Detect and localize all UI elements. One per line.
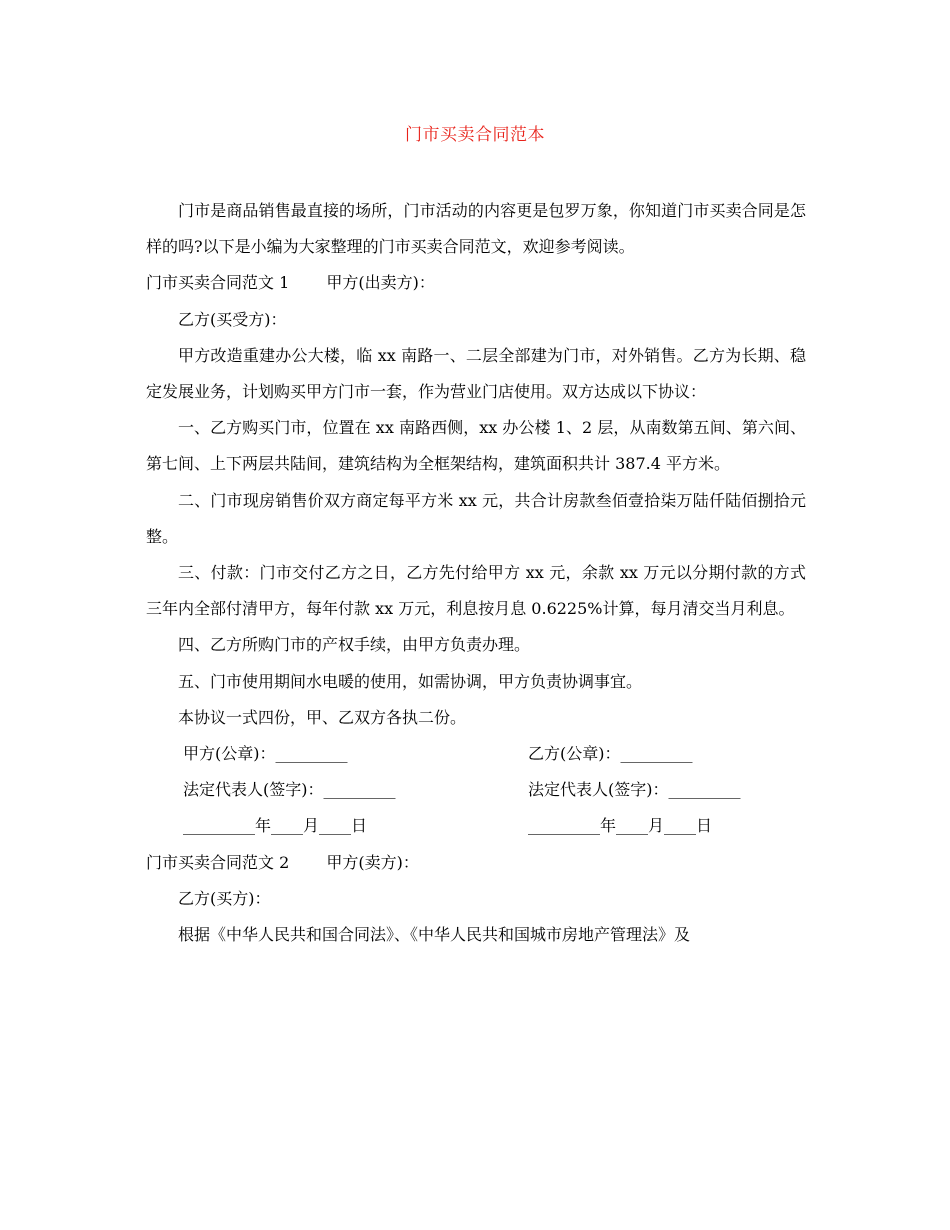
sample1-clause-4: 四、乙方所购门市的产权手续，由甲方负责办理。	[178, 635, 531, 655]
sample1-clause-1: 一、乙方购买门市，位置在 xx 南路西侧，xx 办公楼 1、2 层，从南数第五间、第六间、第七间、上下两层共陆间，建筑结构为全框架结构，建筑面积共计 387.4 平方米。	[146, 418, 806, 474]
document-body	[146, 193, 806, 953]
party-a-date-line: _________年____月____日	[183, 816, 368, 836]
party-a-seal-line: 甲方(公章)：_________	[183, 744, 348, 764]
sample1-clause-5: 五、门市使用期间水电暖的使用，如需协调，甲方负责协调事宜。	[178, 671, 643, 691]
sample2-party-b: 乙方(买方)：	[178, 888, 271, 908]
party-b-date-line: _________年____月____日	[528, 816, 713, 836]
sample2-heading: 门市买卖合同范文 2 甲方(卖方)：	[146, 852, 419, 872]
signature-row-seal	[146, 736, 806, 772]
party-b-rep-line: 法定代表人(签字)：_________	[528, 780, 741, 800]
sample1-copies-clause: 本协议一式四份，甲、乙双方各执二份。	[178, 707, 467, 727]
party-a-rep-line: 法定代表人(签字)：_________	[183, 780, 396, 800]
signature-row-rep	[146, 772, 806, 808]
sample1-clause-3: 三、付款：门市交付乙方之日，乙方先付给甲方 xx 元，余款 xx 万元以分期付款的方式三年内全部付清甲方，每年付款 xx 万元，利息按月息 0.6225%计算，每月清交当月利息。	[146, 563, 806, 619]
intro-paragraph: 门市是商品销售最直接的场所，门市活动的内容更是包罗万象，你知道门市买卖合同是怎样的吗?以下是小编为大家整理的门市买卖合同范文，欢迎参考阅读。	[146, 201, 806, 257]
sample1-clause-preamble: 甲方改造重建办公大楼，临 xx 南路一、二层全部建为门市，对外销售。乙方为长期、稳定发展业务，计划购买甲方门市一套，作为营业门店使用。双方达成以下协议：	[146, 345, 806, 402]
sample1-clause-2: 二、门市现房销售价双方商定每平方米 xx 元，共合计房款叁佰壹拾柒万陆仟陆佰捌拾元整。	[146, 490, 806, 546]
document-title: 门市买卖合同范本	[405, 125, 545, 145]
signature-row-date	[146, 808, 806, 844]
sample2-first-clause: 根据《中华人民共和国合同法》、《中华人民共和国城市房地产管理法》及	[178, 925, 691, 945]
party-b-seal-line: 乙方(公章)：_________	[528, 744, 693, 764]
sample1-party-b: 乙方(买受方)：	[178, 309, 287, 329]
sample1-heading: 门市买卖合同范文 1 甲方(出卖方)：	[146, 273, 435, 293]
